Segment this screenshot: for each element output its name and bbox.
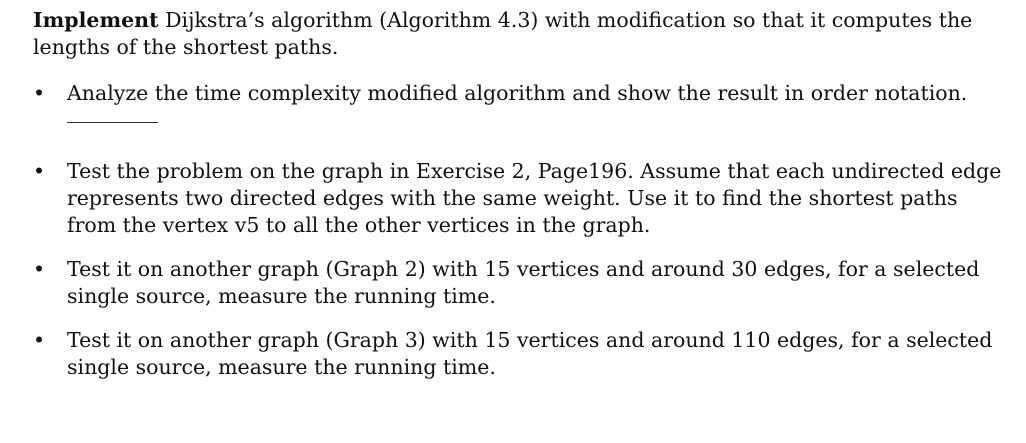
list-item-text: Test it on another graph (Graph 2) with 15 vertices and around 30 edges, for a selected single source, measure the running time. bbox=[67, 257, 980, 308]
document-body bbox=[33, 7, 1013, 381]
answer-blank-line bbox=[67, 122, 158, 123]
list-item bbox=[33, 158, 1013, 239]
list-item bbox=[33, 256, 1013, 310]
list-item bbox=[33, 80, 1013, 123]
intro-paragraph bbox=[33, 7, 1013, 61]
intro-text: Dijkstra’s algorithm (Algorithm 4.3) with modification so that it computes the lengths of the shortest paths. bbox=[33, 8, 973, 59]
list-item-text: Analyze the time complexity modified algorithm and show the result in order notation. bbox=[67, 81, 968, 105]
task-list bbox=[33, 80, 1013, 381]
bullet-icon: • bbox=[33, 81, 46, 105]
bullet-icon: • bbox=[33, 257, 46, 281]
list-item bbox=[33, 327, 1013, 381]
intro-lead-word: Implement bbox=[33, 8, 159, 32]
list-item-text: Test the problem on the graph in Exercise 2, Page196. Assume that each undirected edge represents two directed edges with the same weight. Use it to find the shortest paths from the vertex v5 to all the other vertices in the graph. bbox=[67, 159, 1002, 237]
bullet-icon: • bbox=[33, 159, 46, 183]
bullet-icon: • bbox=[33, 328, 46, 352]
list-item-text: Test it on another graph (Graph 3) with 15 vertices and around 110 edges, for a selected single source, measure the running time. bbox=[67, 328, 993, 379]
